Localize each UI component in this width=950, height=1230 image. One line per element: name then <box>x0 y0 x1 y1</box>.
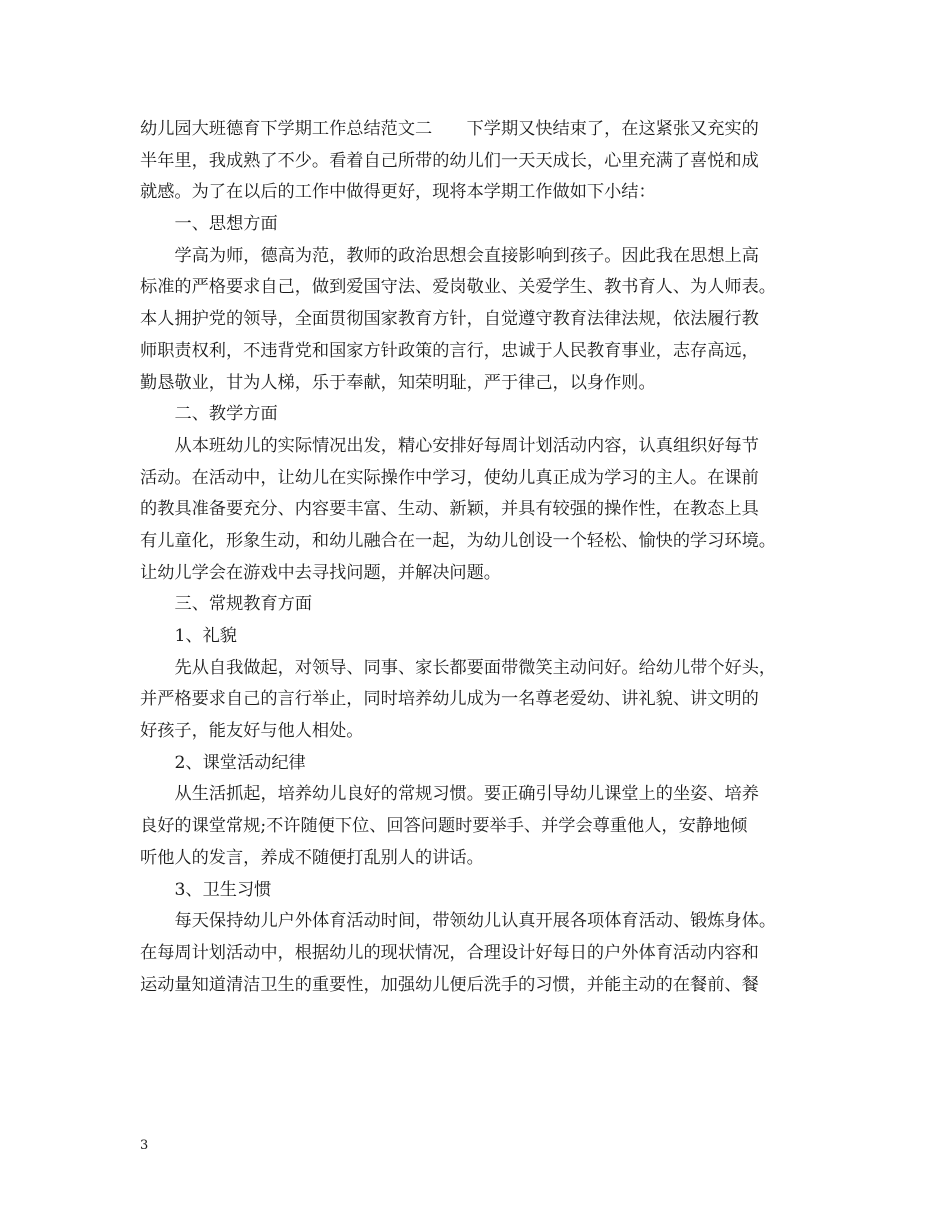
text-line: 活动。在活动中，让幼儿在实际操作中学习，使幼儿真正成为学习的主人。在课前 <box>140 467 759 488</box>
text-line: 听他人的发言，养成不随便打乱别人的讲话。 <box>140 847 484 868</box>
text-line: 三、常规教育方面 <box>174 594 313 615</box>
text-line: 每天保持幼儿户外体育活动时间，带领幼儿认真开展各项体育活动、锻炼身体。 <box>174 911 777 932</box>
text-line: 从本班幼儿的实际情况出发，精心安排好每周计划活动内容，认真组织好每节 <box>174 435 759 456</box>
text-line: 有儿童化，形象生动，和幼儿融合在一起，为幼儿创设一个轻松、愉快的学习环境。 <box>140 530 776 551</box>
text-line: 3、卫生习惯 <box>174 879 272 900</box>
text-line: 运动量知道清洁卫生的重要性，加强幼儿便后洗手的习惯，并能主动的在餐前、餐 <box>140 974 759 995</box>
text-line: 半年里，我成熟了不少。看着自己所带的幼儿们一天天成长，心里充满了喜悦和成 <box>140 150 759 171</box>
text-line: 幼儿园大班德育下学期工作总结范文二 下学期又快结束了，在这紧张又充实的 <box>140 119 759 139</box>
text-line: 二、教学方面 <box>174 404 278 425</box>
text-line: 一、思想方面 <box>174 214 278 235</box>
text-line: 好孩子，能友好与他人相处。 <box>140 721 364 742</box>
text-line: 在每周计划活动中，根据幼儿的现状情况，合理设计好每日的户外体育活动内容和 <box>140 942 759 963</box>
text-line: 并严格要求自己的言行举止，同时培养幼儿成为一名尊老爱幼、讲礼貌、讲文明的 <box>140 689 759 710</box>
text-line: 学高为师，德高为范，教师的政治思想会直接影响到孩子。因此我在思想上高 <box>174 245 759 266</box>
page-number: 3 <box>140 1138 149 1153</box>
text-line: 2、课堂活动纪律 <box>174 752 306 773</box>
text-line: 本人拥护党的领导，全面贯彻国家教育方针，自觉遵守教育法律法规，依法履行教 <box>140 309 759 330</box>
text-line: 就感。为了在以后的工作中做得更好，现将本学期工作做如下小结： <box>140 182 656 203</box>
text-line: 师职责权利，不违背党和国家方针政策的言行，忠诚于人民教育事业，志存高远， <box>140 340 759 361</box>
text-line: 标准的严格要求自己，做到爱国守法、爱岗敬业、关爱学生、教书育人、为人师表。 <box>140 277 776 298</box>
document-body <box>140 114 830 1001</box>
text-line: 勤恳敬业，甘为人梯，乐于奉献，知荣明耻，严于律己，以身作则。 <box>140 372 656 393</box>
text-line: 的教具准备要充分、内容要丰富、生动、新颖，并具有较强的操作性，在教态上具 <box>140 499 759 520</box>
text-line: 先从自我做起，对领导、同事、家长都要面带微笑主动问好。给幼儿带个好头， <box>174 657 777 678</box>
text-line: 1、礼貌 <box>174 626 237 646</box>
text-line: 从生活抓起，培养幼儿良好的常规习惯。要正确引导幼儿课堂上的坐姿、培养 <box>174 784 759 805</box>
text-line: 让幼儿学会在游戏中去寻找问题，并解决问题。 <box>140 562 501 583</box>
text-line: 良好的课堂常规;不许随便下位、回答问题时要举手、并学会尊重他人，安静地倾 <box>140 816 748 837</box>
